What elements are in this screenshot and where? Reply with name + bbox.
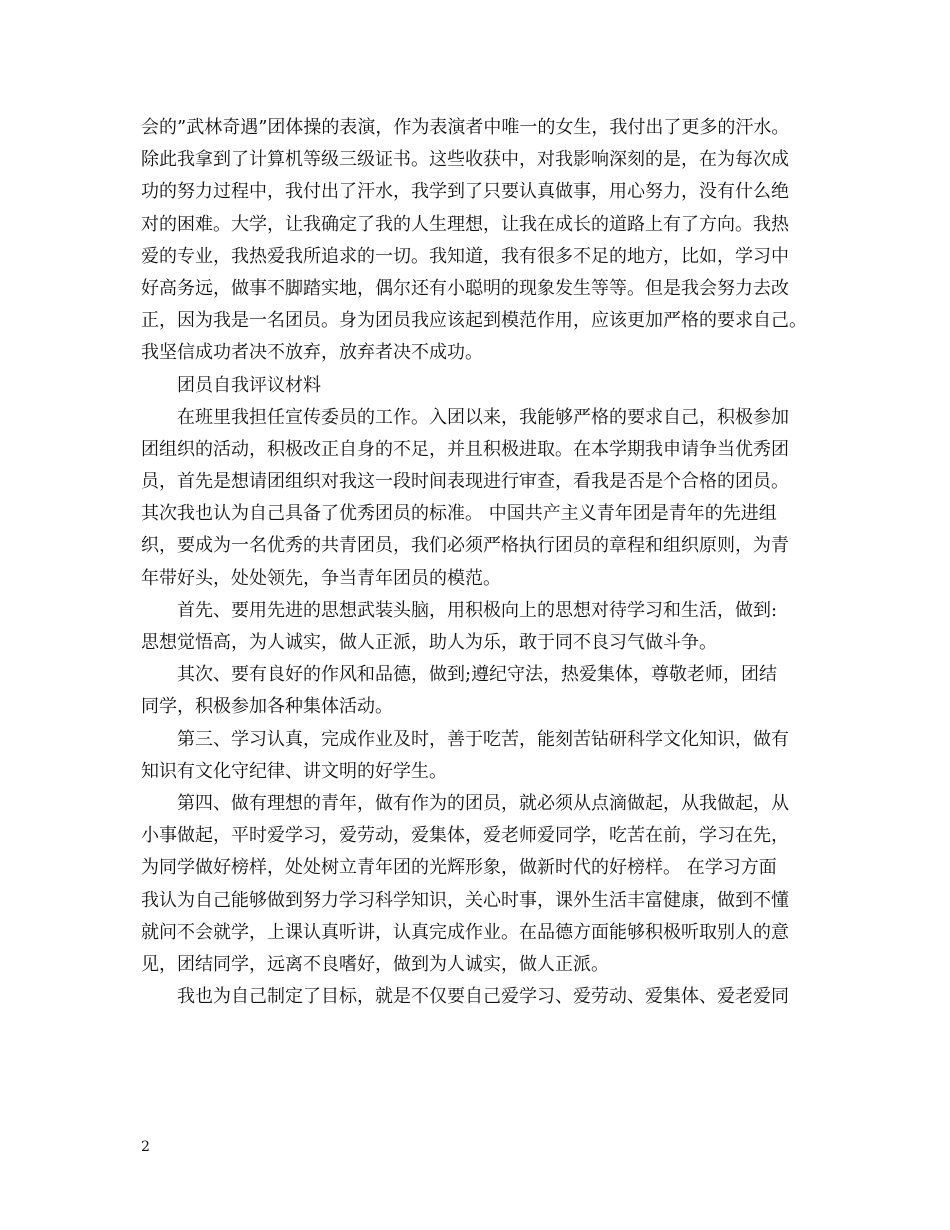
text-line: 知识有文化守纪律、讲文明的好学生。	[141, 760, 447, 782]
page-number: 2	[141, 1139, 150, 1155]
text-line: 除此我拿到了计算机等级三级证书。这些收获中，对我影响深刻的是，在为每次成	[141, 149, 789, 171]
text-line: 我认为自己能够做到努力学习科学知识，关心时事，课外生活丰富健康，做到不懂	[141, 889, 789, 911]
text-line: 员，首先是想请团组织对我这一段时间表现进行审查，看我是否是个合格的团员。	[141, 471, 789, 493]
text-line: 就问不会就学，上课认真听讲，认真完成作业。在品德方面能够积极听取别人的意	[141, 921, 789, 943]
text-line: 其次、要有良好的作风和品德，做到;遵纪守法，热爱集体，尊敬老师，团结	[141, 664, 778, 686]
text-line: 思想觉悟高，为人诚实，做人正派，助人为乐，敢于同不良习气做斗争。	[141, 632, 717, 653]
text-line: 第三、学习认真，完成作业及时，善于吃苦，能刻苦钻研科学文化知识，做有	[141, 728, 789, 750]
text-line: 首先、要用先进的思想武装头脑，用积极向上的思想对待学习和生活，做到:	[141, 599, 778, 621]
text-line: 团员自我评议材料	[141, 374, 321, 396]
text-line: 好高务远，做事不脚踏实地，偶尔还有小聪明的现象发生等等。但是我会努力去改	[141, 277, 789, 299]
text-line: 见，团结同学，远离不良嗜好，做到为人诚实，做人正派。	[141, 953, 609, 975]
text-line: 为同学做好榜样，处处树立青年团的光辉形象，做新时代的好榜样。 在学习方面	[141, 857, 777, 879]
text-line: 对的困难。大学，让我确定了我的人生理想，让我在成长的道路上有了方向。我热	[141, 213, 789, 235]
text-line: 团组织的活动，积极改正自身的不足，并且积极进取。在本学期我申请争当优秀团	[141, 438, 789, 460]
text-line: 同学，积极参加各种集体活动。	[141, 696, 393, 718]
text-line: 我也为自己制定了目标，就是不仅要自己爱学习、爱劳动、爱集体、爱老爱同	[141, 986, 789, 1008]
text-line: 第四、做有理想的青年，做有作为的团员，就必须从点滴做起，从我做起，从	[141, 792, 789, 814]
text-line: 正，因为我是一名团员。身为团员我应该起到模范作用，应该更加严格的要求自己。	[141, 310, 807, 332]
text-line: 功的努力过程中，我付出了汗水，我学到了只要认真做事，用心努力，没有什么绝	[141, 181, 789, 203]
text-line: 爱的专业，我热爱我所追求的一切。我知道，我有很多不足的地方，比如，学习中	[141, 245, 789, 267]
text-line: 会的”武林奇遇”团体操的表演，作为表演者中唯一的女生，我付出了更多的汗水。	[141, 117, 790, 138]
text-line: 我坚信成功者决不放弃，放弃者决不成功。	[141, 342, 483, 364]
text-line: 织，要成为一名优秀的共青团员，我们必须严格执行团员的章程和组织原则，为青	[141, 535, 789, 557]
body-text	[141, 112, 827, 1013]
text-line: 年带好头，处处领先，争当青年团员的模范。	[141, 567, 501, 589]
text-line: 在班里我担任宣传委员的工作。入团以来，我能够严格的要求自己，积极参加	[141, 406, 789, 428]
text-line: 其次我也认为自己具备了优秀团员的标准。 中国共产主义青年团是青年的先进组	[141, 503, 777, 525]
text-line: 小事做起，平时爱学习，爱劳动，爱集体，爱老师爱同学，吃苦在前，学习在先，	[141, 825, 789, 847]
